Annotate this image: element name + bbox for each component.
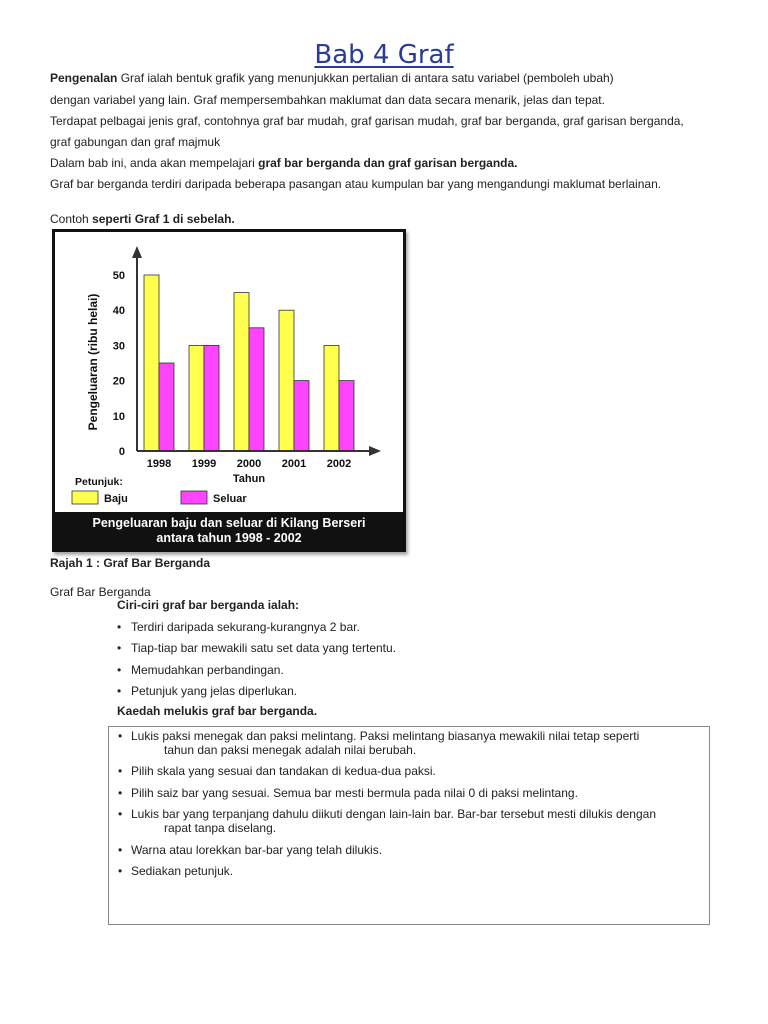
legend-label-baju: Baju xyxy=(104,493,128,505)
y-axis-arrow xyxy=(132,246,142,258)
method-item-text: • Pilih skala yang sesuai dan tandakan di kedua-dua paksi. xyxy=(131,764,436,779)
x-axis-label: Tahun xyxy=(232,473,266,485)
features-list xyxy=(117,620,396,705)
section-subheading: Graf Bar Berganda xyxy=(50,585,151,599)
page-title: Bab 4 Graf xyxy=(314,40,454,70)
list-item: • Tiap-tiap bar mewakili satu set data yang tertentu. xyxy=(117,641,396,662)
list-item xyxy=(118,764,704,778)
y-tick-label: 30 xyxy=(112,340,125,353)
legend-label-seluar: Seluar xyxy=(213,493,247,505)
method-item-text: • Warna atau lorekkan bar-bar yang telah dilukis. xyxy=(131,842,383,857)
bar-seluar-2002 xyxy=(339,381,354,451)
legend-swatch-baju xyxy=(72,491,98,504)
intro-line-6: Graf bar berganda terdiri daripada beberapa pasangan atau kumpulan bar yang mengandungi maklumat berlainan. xyxy=(50,177,662,191)
intro-text-5: Dalam bab ini, anda akan mempelajari xyxy=(50,156,259,170)
y-tick-label: 10 xyxy=(112,410,125,423)
bar-baju-2001 xyxy=(279,310,294,451)
features-heading: Ciri-ciri graf bar berganda ialah: xyxy=(117,598,300,612)
list-item xyxy=(118,807,704,835)
y-tick-label: 40 xyxy=(112,305,125,318)
y-tick-label: 0 xyxy=(118,446,125,458)
y-axis-label: Pengeluaran (ribu helai) xyxy=(86,293,100,431)
method-item-cont: rapat tanpa diselang. xyxy=(164,821,277,836)
chart-banner-line-1: Pengeluaran baju dan seluar di Kilang Berseri xyxy=(92,516,366,530)
intro-line-4: graf gabungan dan graf majmuk xyxy=(50,135,221,149)
chart-banner-line-2: antara tahun 1998 - 2002 xyxy=(156,531,302,545)
x-tick-label: 2001 xyxy=(281,458,307,470)
bar-baju-2000 xyxy=(234,293,249,451)
example-bold: seperti Graf 1 di sebelah. xyxy=(92,212,235,226)
bar-chart xyxy=(55,232,403,549)
method-item-text: • Pilih saiz bar yang sesuai. Semua bar mesti bermula pada nilai 0 di paksi melintang. xyxy=(131,785,578,800)
chart-frame xyxy=(52,229,406,552)
list-item xyxy=(118,729,704,757)
list-item xyxy=(118,864,704,878)
method-box xyxy=(108,726,710,925)
bar-seluar-1999 xyxy=(204,345,219,451)
y-tick-label: 50 xyxy=(112,270,125,282)
bar-baju-1999 xyxy=(189,345,204,451)
figure-caption: Rajah 1 : Graf Bar Berganda xyxy=(50,556,211,570)
x-tick-label: 1999 xyxy=(191,458,217,470)
list-item: • Petunjuk yang jelas diperlukan. xyxy=(117,684,396,705)
method-item-cont: tahun dan paksi menegak adalah nilai berubah. xyxy=(164,743,417,757)
bar-baju-1998 xyxy=(144,275,159,451)
method-item-text: • Lukis paksi menegak dan paksi melintang. Paksi melintang biasanya mewakili nilai tetap seperti xyxy=(131,729,640,743)
list-item: • Terdiri daripada sekurang-kurangnya 2 bar. xyxy=(117,620,396,641)
bar-baju-2002 xyxy=(324,345,339,451)
list-item xyxy=(118,843,704,857)
list-item: • Memudahkan perbandingan. xyxy=(117,663,396,684)
intro-label: Pengenalan xyxy=(50,71,118,85)
bar-seluar-2000 xyxy=(249,328,264,451)
method-heading: Kaedah melukis graf bar berganda. xyxy=(117,704,318,718)
x-tick-label: 2000 xyxy=(236,458,262,470)
x-tick-label: 2002 xyxy=(326,458,352,470)
y-tick-label: 20 xyxy=(112,375,125,388)
intro-line-2: dengan variabel yang lain. Graf mempersembahkan maklumat dan data secara menarik, jelas dan tepat. xyxy=(50,93,605,107)
legend-title: Petunjuk: xyxy=(75,476,123,488)
example-line xyxy=(50,212,235,226)
bar-seluar-1998 xyxy=(159,363,174,451)
bar-seluar-2001 xyxy=(294,381,309,451)
method-item-text: • Lukis bar yang terpanjang dahulu diikuti dengan lain-lain bar. Bar-bar tersebut mesti dilukis dengan xyxy=(131,807,656,822)
x-tick-label: 1998 xyxy=(146,458,172,470)
intro-line-5 xyxy=(50,156,518,170)
method-item-text: • Sediakan petunjuk. xyxy=(131,863,234,878)
legend-swatch-seluar xyxy=(181,491,207,504)
list-item xyxy=(118,786,704,800)
intro-bold-5: graf bar berganda dan graf garisan berganda. xyxy=(258,156,518,170)
intro-line-1 xyxy=(50,71,614,85)
example-text: Contoh xyxy=(50,212,93,226)
intro-line-3: Terdapat pelbagai jenis graf, contohnya graf bar mudah, graf garisan mudah, graf bar berganda, graf garisan berganda, xyxy=(50,114,684,128)
intro-text-1: Graf ialah bentuk grafik yang menunjukkan pertalian di antara satu variabel (pemboleh ubah) xyxy=(120,71,614,85)
method-list xyxy=(118,729,704,885)
x-axis-arrow xyxy=(369,446,381,456)
